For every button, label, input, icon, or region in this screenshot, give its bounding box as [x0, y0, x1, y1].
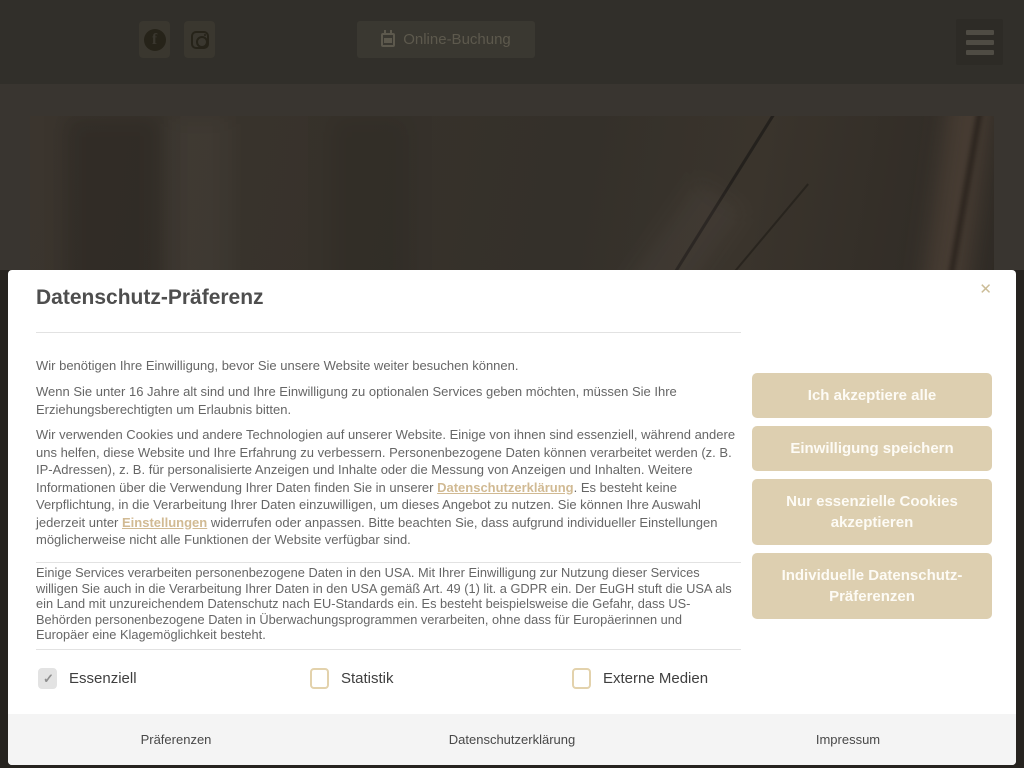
privacy-policy-link[interactable]: Datenschutzerklärung	[437, 479, 574, 495]
consent-minors-text: Wenn Sie unter 16 Jahre alt sind und Ihre Einwilligung zu optionalen Services geben möchten, müssen Sie Ihre Erziehungsberechtigten um Erlaubnis bitten.	[36, 384, 677, 417]
site-header	[0, 0, 1024, 84]
individual-preferences-button[interactable]: Individuelle Datenschutz-Präferenzen	[752, 553, 992, 619]
online-booking-label: Online-Buchung	[403, 31, 511, 48]
online-booking-button[interactable]	[357, 21, 535, 58]
essential-checkbox-item	[38, 668, 137, 689]
usa-notice-divider-top	[36, 562, 741, 563]
hamburger-menu-button[interactable]	[956, 19, 1003, 65]
dialog-title: Datenschutz-Präferenz	[36, 286, 264, 309]
hamburger-icon	[966, 30, 994, 35]
essential-only-button[interactable]: Nur essenzielle Cookies akzeptieren	[752, 479, 992, 545]
consent-body-text: Wir verwenden Cookies und andere Technologien auf unserer Website. Einige von ihnen sind essenziell, während andere uns helfen, diese Website und Ihre Erfahrung zu verbessern. Personenbezogene Daten können verarbeitet werden (z. B. IP-Adressen), z. B. für personalisierte Anzeigen und Inhalte oder die Messung von Anzeigen und Inhalten. Weitere Informationen über die Verwendung Ihrer Daten finden Sie in unserer Datenschutzerklärung. Es besteht keine Verpflichtung, in die Verarbeitung Ihrer Daten einzuwilligen, um dieses Angebot zu nutzen. Sie können Ihre Auswahl jederzeit unter Einstellungen widerrufen oder anpassen. Bitte beachten Sie, dass aufgrund individueller Einstellungen möglicherweise nicht alle Funktionen der Website verfügbar sind.	[36, 427, 736, 547]
privacy-policy-footer-link[interactable]: Datenschutzerklärung	[448, 732, 576, 747]
usa-notice-divider-bottom	[36, 649, 741, 650]
instagram-icon	[191, 31, 209, 49]
settings-link[interactable]: Einstellungen	[122, 514, 208, 530]
preferences-link[interactable]: Präferenzen	[140, 732, 212, 747]
essential-label: Essenziell	[69, 670, 137, 687]
external-media-checkbox-item	[572, 668, 708, 689]
imprint-link[interactable]: Impressum	[815, 732, 881, 747]
instagram-button[interactable]	[184, 21, 215, 58]
facebook-icon: f	[144, 29, 166, 51]
consent-intro-text: Wir benötigen Ihre Einwilligung, bevor Sie unsere Website weiter besuchen können.	[36, 358, 519, 373]
calendar-icon	[381, 33, 395, 47]
statistics-checkbox[interactable]	[310, 668, 329, 689]
external-media-label: Externe Medien	[603, 670, 709, 687]
dialog-footer	[8, 714, 1016, 765]
save-consent-button[interactable]: Einwilligung speichern	[752, 426, 992, 471]
accept-all-button[interactable]: Ich akzeptiere alle	[752, 373, 992, 418]
facebook-button[interactable]	[139, 21, 170, 58]
consent-categories	[38, 668, 738, 694]
essential-checkbox[interactable]	[38, 668, 57, 689]
privacy-consent-dialog	[8, 270, 1016, 765]
title-divider	[36, 332, 741, 333]
usa-data-notice: Einige Services verarbeiten personenbezogene Daten in den USA. Mit Ihrer Einwilligung zur Nutzung dieser Services willigen Sie auch in die Verarbeitung Ihrer Daten in den USA gemäß Art. 49 (1) lit. a GDPR ein. Der EuGH stuft die USA als ein Land mit unzureichendem Datenschutz nach EU-Standards ein. Es besteht beispielsweise die Gefahr, dass US-Behörden personenbezogene Daten in Überwachungsprogrammen verarbeiten, ohne dass für Europäerinnen und Europäer eine Klagemöglichkeit besteht.	[36, 565, 732, 642]
close-icon[interactable]: ✕	[979, 281, 992, 298]
external-media-checkbox[interactable]	[572, 668, 591, 689]
statistics-label: Statistik	[341, 670, 394, 687]
statistics-checkbox-item	[310, 668, 394, 689]
